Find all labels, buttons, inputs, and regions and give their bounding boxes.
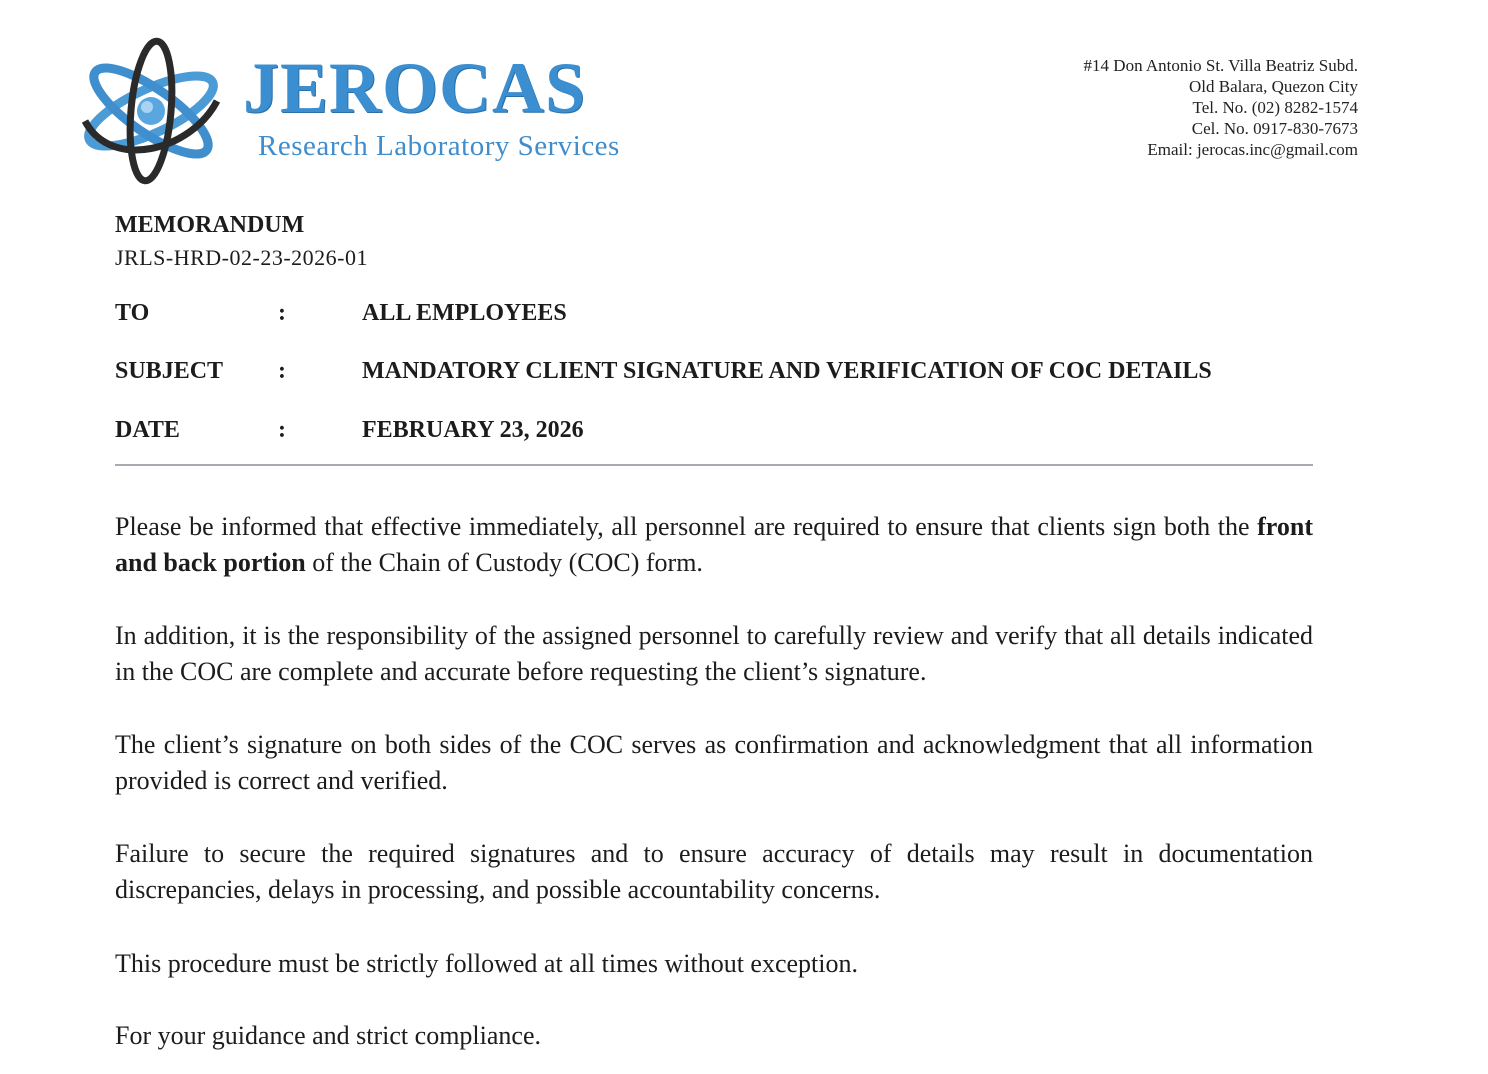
address-line-1: #14 Don Antonio St. Villa Beatriz Subd.: [1083, 56, 1358, 75]
divider: [115, 464, 1313, 466]
field-value: ALL EMPLOYEES: [362, 300, 567, 326]
paragraph-3: The client’s signature on both sides of the COC serves as confirmation and acknowledgment that all information provided is correct and verified.: [115, 730, 1313, 795]
field-colon: :: [278, 417, 286, 443]
field-colon: :: [278, 300, 286, 326]
paragraph-6: For your guidance and strict compliance.: [115, 1021, 541, 1050]
atom-icon: [78, 36, 224, 186]
field-label: TO: [115, 300, 150, 326]
paragraph-5: This procedure must be strictly followed at all times without exception.: [115, 949, 858, 978]
brand-name: JEROCAS: [243, 48, 587, 128]
cel-number: Cel. No. 0917-830-7673: [1191, 119, 1358, 138]
contact-block: [1084, 55, 1358, 160]
field-value: FEBRUARY 23, 2026: [362, 417, 584, 443]
field-label: SUBJECT: [115, 358, 224, 384]
paragraph-text: of the Chain of Custody (COC) form.: [305, 548, 703, 577]
address-line-2: Old Balara, Quezon City: [1188, 77, 1358, 96]
email-address: Email: jerocas.inc@gmail.com: [1147, 140, 1358, 159]
field-label: DATE: [115, 417, 180, 443]
field-value: MANDATORY CLIENT SIGNATURE AND VERIFICATION OF COC DETAILS: [362, 358, 1212, 384]
paragraph-1: [115, 509, 1313, 581]
brand: [243, 48, 620, 163]
paragraph-text: Please be informed that effective immediately, all personnel are required to ensure that clients sign both the: [115, 512, 1258, 541]
paragraph-2: In addition, it is the responsibility of the assigned personnel to carefully review and verify that all details indicated in the COC are complete and accurate before requesting the client’s signature.: [115, 621, 1313, 686]
memo-reference: JRLS-HRD-02-23-2026-01: [115, 245, 368, 270]
tel-number: Tel. No. (02) 8282-1574: [1192, 98, 1358, 117]
memo-title: MEMORANDUM: [115, 212, 305, 238]
field-colon: :: [278, 358, 286, 384]
paragraph-bold-text: front and back portion: [115, 512, 1313, 577]
brand-tagline: Research Laboratory Services: [258, 130, 620, 162]
paragraph-4: Failure to secure the required signatures and to ensure accuracy of details may result in documentation discrepancies, delays in processing, and possible accountability concerns.: [115, 839, 1313, 904]
